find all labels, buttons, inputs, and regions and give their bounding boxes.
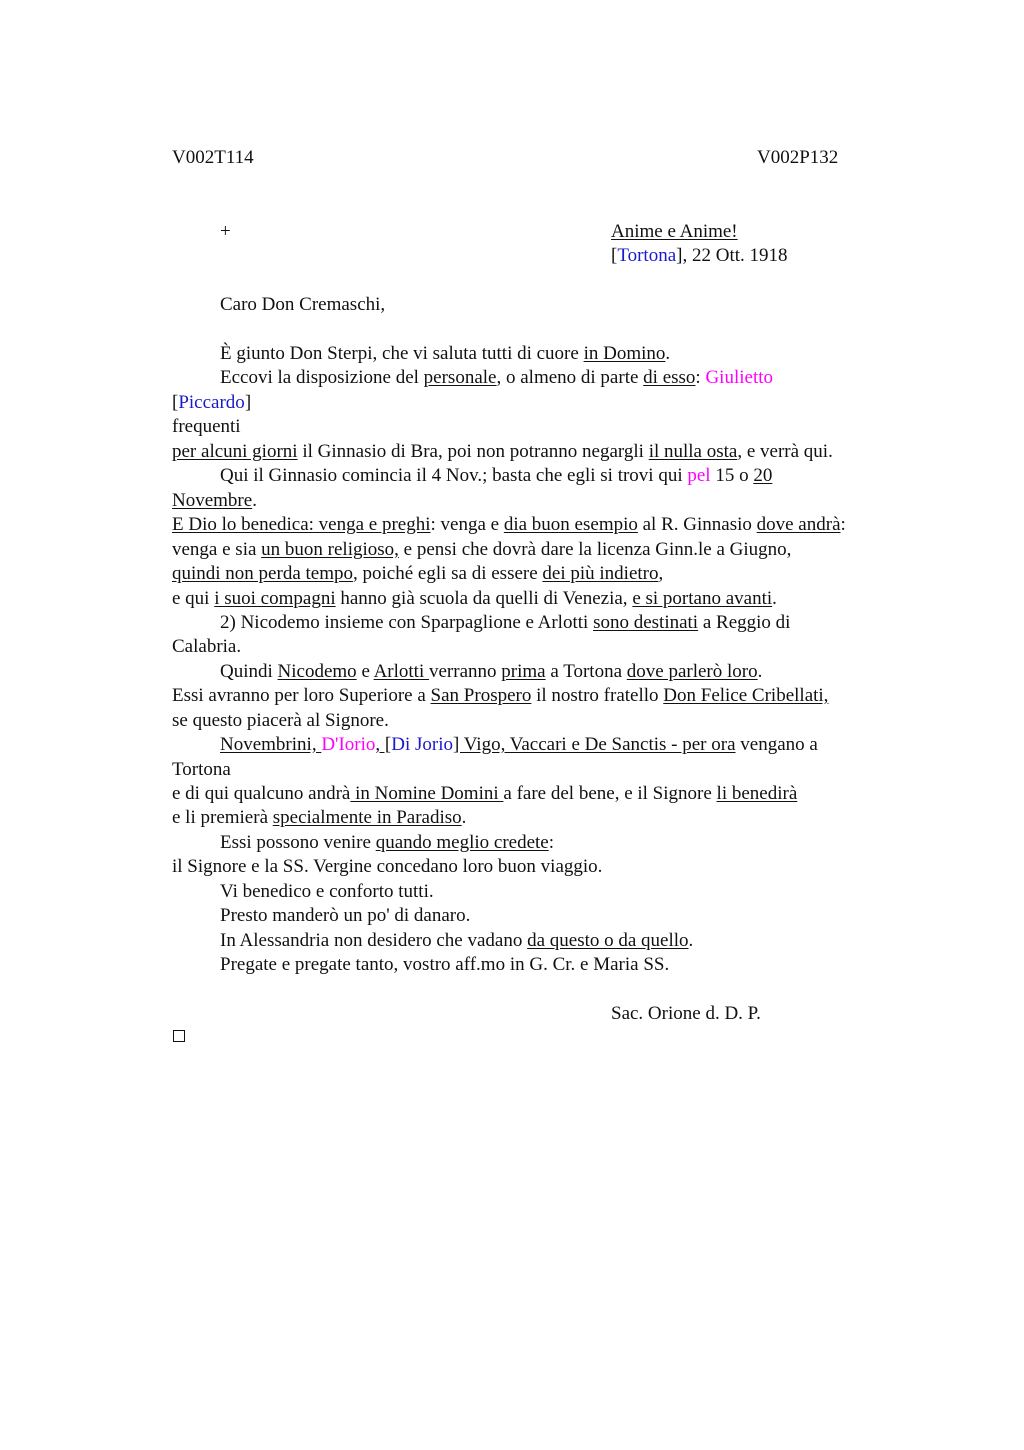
paragraph-line: quindi non perda tempo, poiché egli sa di essere dei più indietro,	[172, 563, 664, 584]
signature: Sac. Orione d. D. P.	[611, 1003, 761, 1024]
cross-mark: +	[220, 221, 231, 242]
paragraph-line: Eccovi la disposizione del personale, o almeno di parte di esso: Giulietto	[220, 367, 774, 388]
paragraph-line: In Alessandria non desidero che vadano da questo o da quello.	[220, 930, 694, 951]
paragraph-line: Novembrini, D'Iorio, [Di Jorio] Vigo, Vaccari e De Sanctis - per ora vengano a	[220, 734, 818, 755]
paragraph-line: Tortona	[172, 759, 231, 780]
paragraph-line: 2) Nicodemo insieme con Sparpaglione e Arlotti sono destinati a Reggio di	[220, 612, 791, 633]
paragraph-line: per alcuni giorni il Ginnasio di Bra, poi non potranno negargli il nulla osta, e verrà qui.	[172, 441, 833, 462]
paragraph-line: il Signore e la SS. Vergine concedano loro buon viaggio.	[172, 856, 603, 877]
paragraph-line: E Dio lo benedica: venga e preghi: venga e dia buon esempio al R. Ginnasio dove andrà:	[172, 514, 846, 535]
paragraph-line: e di qui qualcuno andrà in Nomine Domini a fare del bene, e il Signore li benedirà	[172, 783, 798, 804]
paragraph-line: È giunto Don Sterpi, che vi saluta tutti di cuore in Domino.	[220, 343, 671, 364]
place-name: Tortona	[617, 245, 677, 266]
paragraph-line: Qui il Ginnasio comincia il 4 Nov.; basta che egli si trovi qui pel 15 o 20	[220, 465, 773, 486]
motto-text: Anime e Anime!	[611, 221, 738, 242]
place-date: [Tortona], 22 Ott. 1918	[611, 245, 788, 266]
paragraph-line: Calabria.	[172, 636, 242, 657]
paragraph-line: [Piccardo]	[172, 392, 252, 413]
paragraph-line: Quindi Nicodemo e Arlotti verranno prima a Tortona dove parlerò loro.	[220, 661, 763, 682]
paragraph-line: Essi avranno per loro Superiore a San Prospero il nostro fratello Don Felice Cribellati,	[172, 685, 829, 706]
paragraph-line: se questo piacerà al Signore.	[172, 710, 389, 731]
paragraph-line: e qui i suoi compagni hanno già scuola da quelli di Venezia, e si portano avanti.	[172, 588, 777, 609]
paragraph-line: frequenti	[172, 416, 241, 437]
paragraph-line: e li premierà specialmente in Paradiso.	[172, 807, 467, 828]
document-code-left: V002T114	[172, 147, 254, 168]
paragraph-line: Vi benedico e conforto tutti.	[220, 881, 434, 902]
paragraph-line: Pregate e pregate tanto, vostro aff.mo in G. Cr. e Maria SS.	[220, 954, 670, 975]
paragraph-line: Essi possono venire quando meglio credete:	[220, 832, 555, 853]
paragraph-line: Presto manderò un po' di danaro.	[220, 905, 471, 926]
paragraph-line: venga e sia un buon religioso, e pensi che dovrà dare la licenza Ginn.le a Giugno,	[172, 539, 792, 560]
paragraph-line: Novembre.	[172, 490, 257, 511]
end-box-icon	[173, 1030, 185, 1042]
motto	[611, 220, 738, 244]
document-code-right: V002P132	[757, 147, 839, 168]
salutation: Caro Don Cremaschi,	[220, 294, 386, 315]
date: , 22 Ott. 1918	[682, 245, 788, 266]
